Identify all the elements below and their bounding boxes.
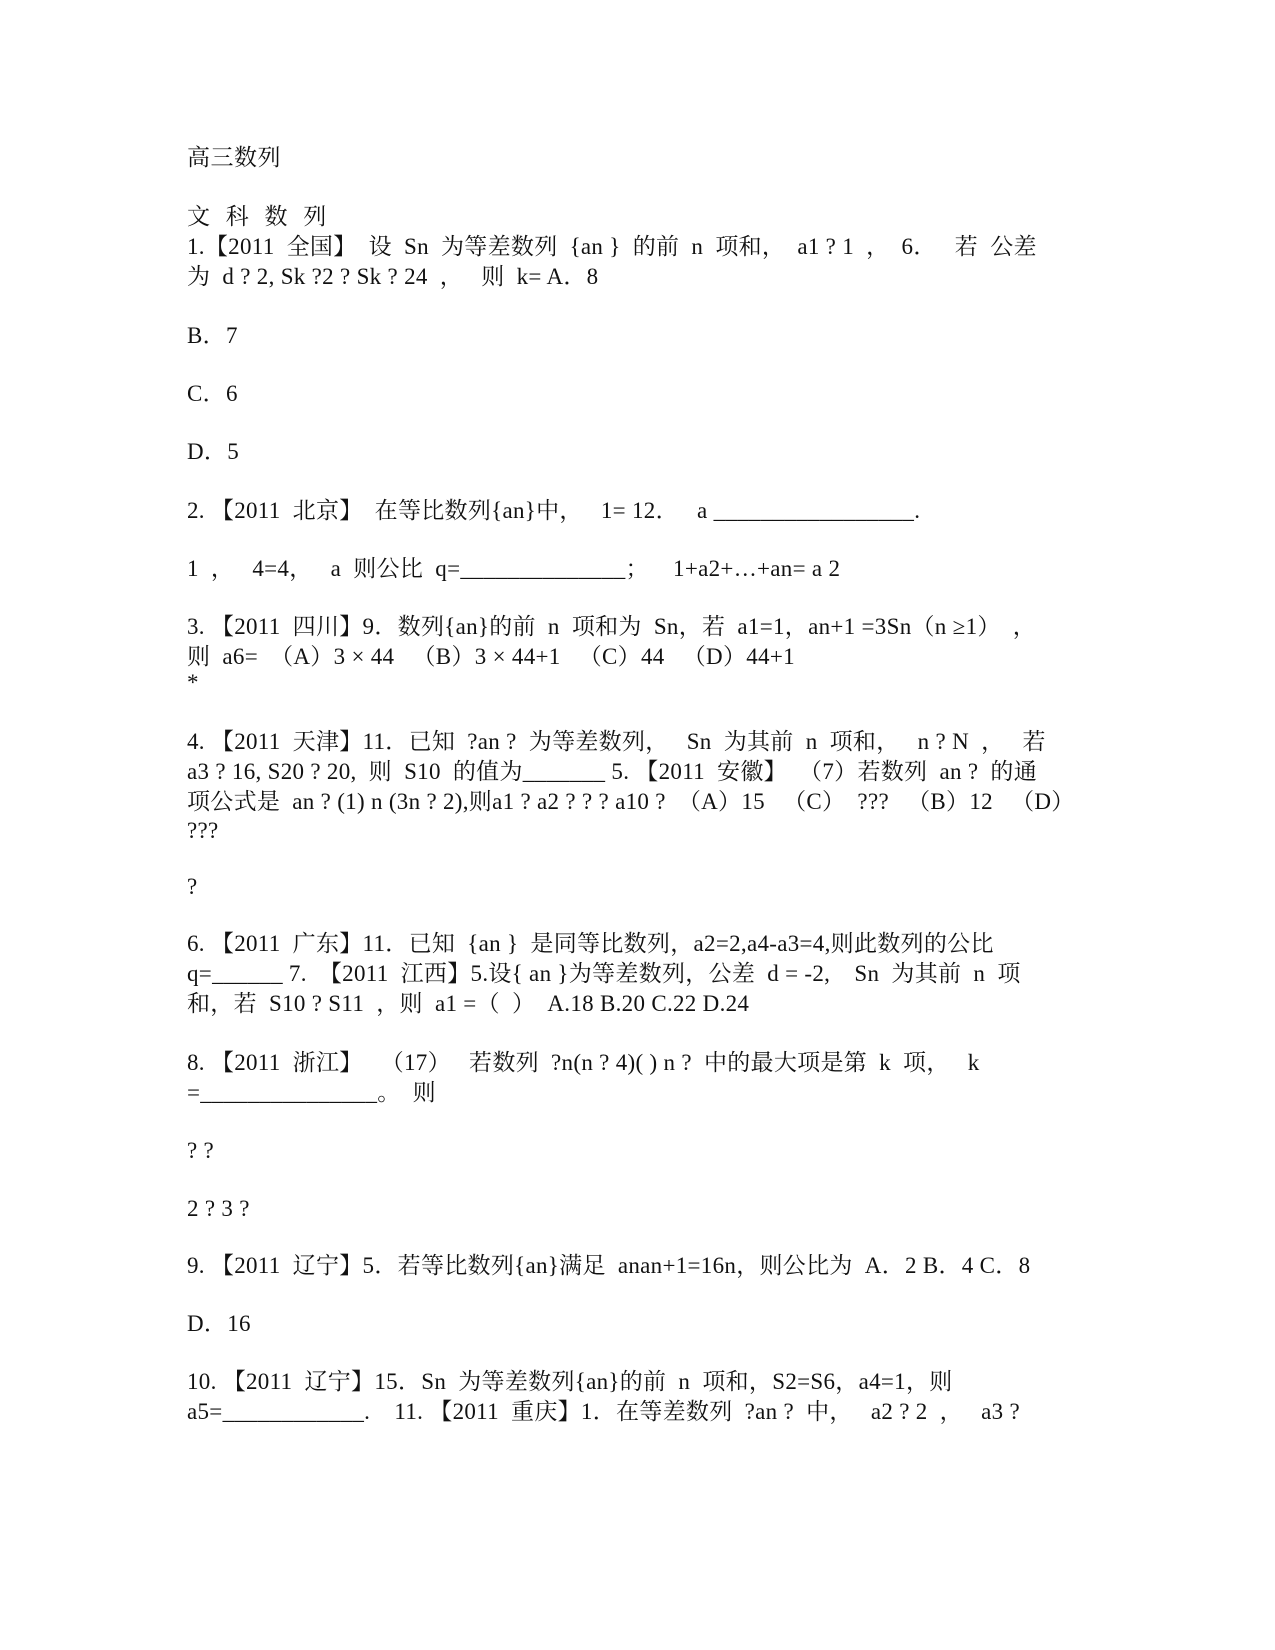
text-line: 项公式是 an ? (1) n (3n ? 2),则a1 ? a2 ? ? ? a10 ? （A）15 （C） ??? （B）12 （D）: [187, 789, 1075, 814]
document-title: 高三数列: [187, 145, 281, 170]
text-line: 10. 【2011 辽宁】15．Sn 为等差数列{an}的前 n 项和，S2=S6，a4=1，则: [187, 1369, 953, 1394]
text-line: =_______________。 则: [187, 1080, 436, 1105]
text-line: ?: [187, 874, 198, 899]
text-line: a5=____________. 11. 【2011 重庆】1．在等差数列 ?an ? 中， a2 ? 2 ， a3 ?: [187, 1399, 1020, 1424]
text-line: 则 a6= （A）3 × 44 （B）3 × 44+1 （C）44 （D）44+1: [187, 644, 795, 669]
text-line: 2. 【2011 北京】 在等比数列{an}中， 1= 12． a _________________.: [187, 498, 921, 523]
text-line: 为 d ? 2, Sk ?2 ? Sk ? 24 ， 则 k= A．8: [187, 264, 599, 289]
text-line: 4. 【2011 天津】11．已知 ?an ? 为等差数列， Sn 为其前 n 项和， n ? N ， 若: [187, 729, 1046, 754]
text-line: 9. 【2011 辽宁】5．若等比数列{an}满足 anan+1=16n，则公比为 A．2 B．4 C．8: [187, 1253, 1031, 1278]
text-line: 和，若 S10 ? S11 ，则 a1 =（ ） A.18 B.20 C.22 D.24: [187, 991, 750, 1016]
text-line: 8. 【2011 浙江】 （17） 若数列 ?n(n ? 4)( ) n ? 中的最大项是第 k 项， k: [187, 1050, 980, 1075]
document-subtitle: 文 科 数 列: [187, 204, 332, 229]
text-line: 6. 【2011 广东】11．已知 {an } 是同等比数列，a2=2,a4-a3=4,则此数列的公比: [187, 931, 994, 956]
text-line: B．7: [187, 323, 238, 348]
text-line: ? ?: [187, 1138, 215, 1163]
text-line: C．6: [187, 381, 238, 406]
text-line: 2 ? 3 ?: [187, 1196, 250, 1221]
text-line: a3 ? 16, S20 ? 20, 则 S10 的值为_______ 5. 【2011 安徽】 （7）若数列 an ? 的通: [187, 759, 1038, 784]
text-line: *: [187, 670, 199, 695]
text-line: D．5: [187, 439, 240, 464]
text-line: ???: [187, 818, 219, 843]
text-line: 1 ， 4=4， a 则公比 q=______________； 1+a2+…+an= a 2: [187, 556, 841, 581]
text-line: D．16: [187, 1311, 251, 1336]
text-line: 3. 【2011 四川】9．数列{an}的前 n 项和为 Sn，若 a1=1，an+1 =3Sn（n ≥1） ，: [187, 614, 1037, 639]
text-line: 1.【2011 全国】 设 Sn 为等差数列 {an } 的前 n 项和， a1 ? 1 ， 6． 若 公差: [187, 234, 1037, 259]
text-line: q=______ 7. 【2011 江西】5.设{ an }为等差数列，公差 d = -2, Sn 为其前 n 项: [187, 961, 1021, 986]
